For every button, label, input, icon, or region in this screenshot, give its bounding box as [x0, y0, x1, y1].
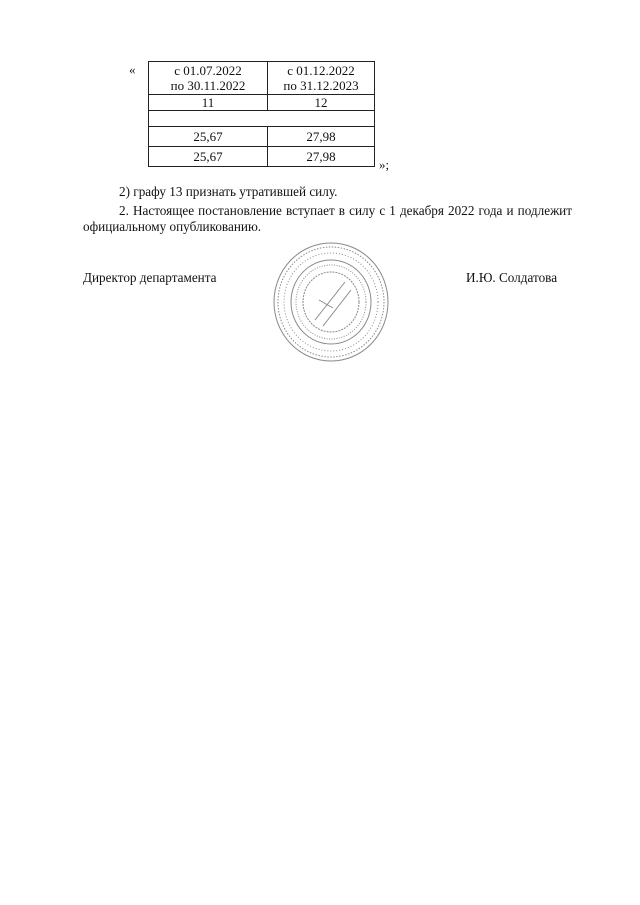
period-1-end: по 30.11.2022 — [170, 78, 246, 93]
closing-quote: »; — [379, 157, 390, 172]
signatory-role: Директор департамента — [83, 270, 217, 285]
seal-ring — [278, 247, 384, 357]
period-2-end: по 31.12.2023 — [283, 78, 359, 93]
table-row — [149, 127, 375, 147]
seal-ring — [303, 272, 359, 332]
period-2-start: с 01.12.2022 — [287, 63, 355, 78]
table-cell: 27,98 — [268, 147, 375, 167]
column-number-row — [149, 95, 375, 111]
seal-ring — [296, 265, 366, 339]
column-number: 12 — [268, 95, 375, 111]
empty-row — [149, 111, 375, 127]
table-header-row — [149, 62, 375, 95]
opening-quote: « — [129, 62, 136, 77]
official-seal — [271, 240, 391, 364]
paragraph-effective-date: 2. Настоящее постановление вступает в силу с 1 декабря 2022 года и подлежит официальному опубликованию. — [83, 203, 572, 234]
tariff-table — [148, 61, 375, 167]
seal-center-mark — [315, 282, 351, 326]
period-2-header — [268, 62, 375, 95]
table-row — [149, 147, 375, 167]
table-cell: 25,67 — [149, 147, 268, 167]
column-number: 11 — [149, 95, 268, 111]
paragraph-repeal: 2) графу 13 признать утратившей силу. — [119, 184, 338, 199]
signatory-name: И.Ю. Солдатова — [466, 270, 558, 285]
period-1-header — [149, 62, 268, 95]
table-cell: 25,67 — [149, 127, 268, 147]
seal-ring — [284, 253, 378, 351]
empty-cell — [149, 111, 375, 127]
period-1-start: с 01.07.2022 — [174, 63, 242, 78]
table-cell: 27,98 — [268, 127, 375, 147]
